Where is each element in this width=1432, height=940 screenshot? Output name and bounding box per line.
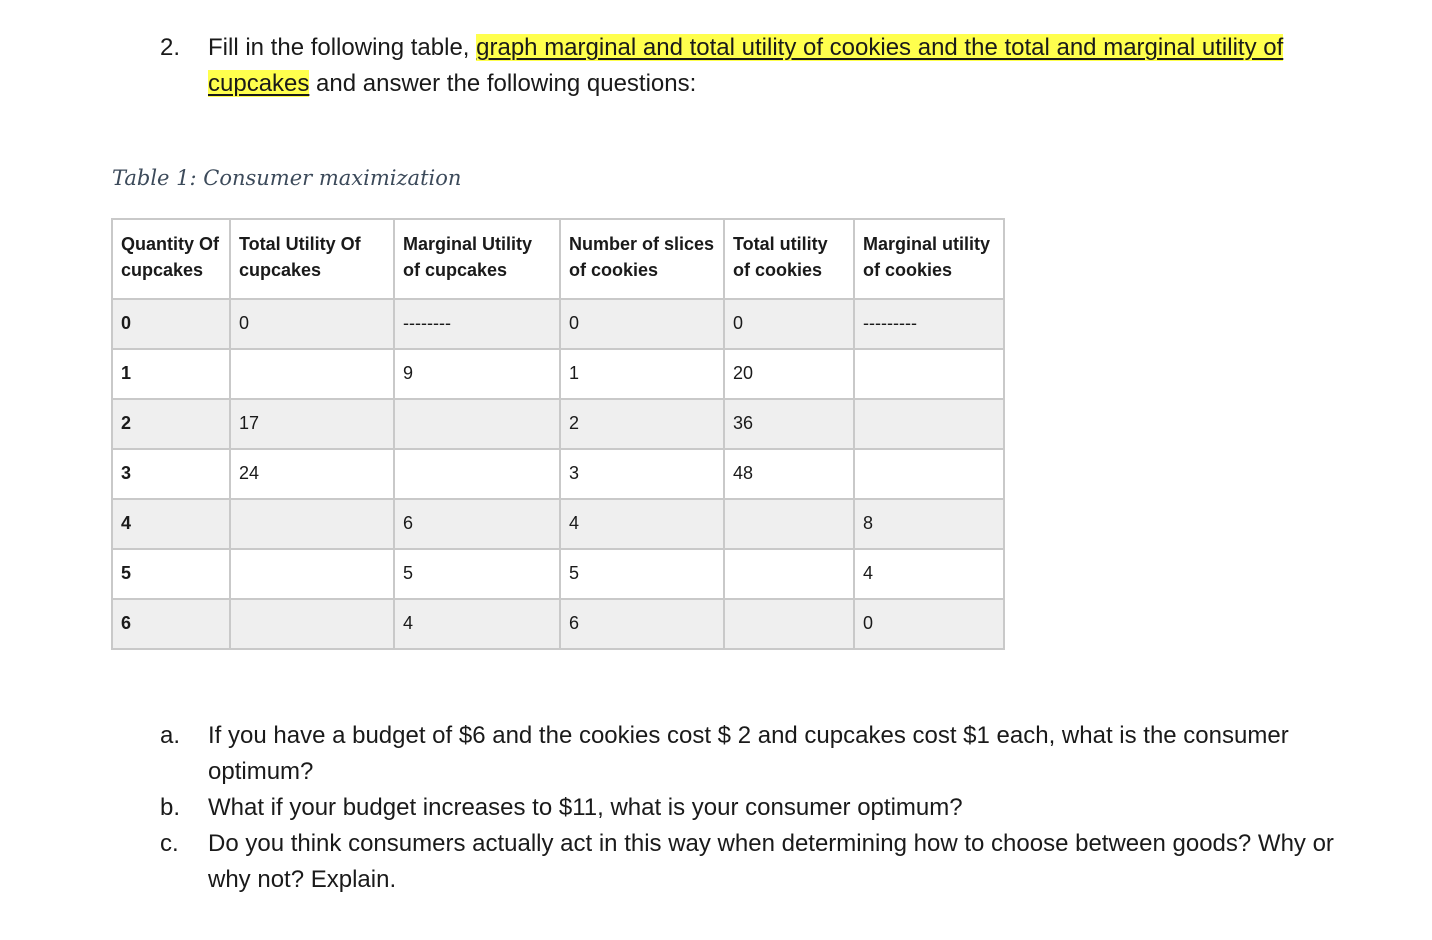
cell-total-utility-cupcakes	[230, 599, 394, 649]
header-quantity-cupcakes: Quantity Of cupcakes	[112, 219, 230, 299]
cell-marginal-utility-cookies	[854, 349, 1004, 399]
cell-marginal-utility-cookies: 0	[854, 599, 1004, 649]
cell-total-utility-cookies: 0	[724, 299, 854, 349]
highlighted-instruction: graph marginal and total utility of cookies and the total and marginal utility of cupcakes	[208, 34, 1284, 97]
cell-marginal-utility-cookies: 8	[854, 499, 1004, 549]
subquestion-b	[160, 790, 1360, 826]
table-header-row	[112, 219, 1004, 299]
cell-quantity-cupcakes: 1	[112, 349, 230, 399]
cell-marginal-utility-cookies	[854, 399, 1004, 449]
cell-marginal-utility-cupcakes	[394, 449, 560, 499]
cell-slices-cookies: 6	[560, 599, 724, 649]
header-marginal-utility-cupcakes: Marginal Utility of cupcakes	[394, 219, 560, 299]
cell-marginal-utility-cupcakes: 4	[394, 599, 560, 649]
cell-marginal-utility-cupcakes: 9	[394, 349, 560, 399]
cell-marginal-utility-cookies: ---------	[854, 299, 1004, 349]
cell-total-utility-cookies	[724, 599, 854, 649]
cell-total-utility-cookies: 36	[724, 399, 854, 449]
subquestion-text: Do you think consumers actually act in this way when determining how to choose between goods? Why or why not? Explain.	[208, 830, 1334, 893]
question-outro: and answer the following questions:	[309, 70, 697, 97]
cell-marginal-utility-cupcakes: 5	[394, 549, 560, 599]
subquestion-letter: a.	[160, 722, 181, 749]
question-2	[160, 30, 1360, 102]
cell-marginal-utility-cupcakes: --------	[394, 299, 560, 349]
subquestion-list	[160, 718, 1360, 898]
cell-slices-cookies: 2	[560, 399, 724, 449]
cell-slices-cookies: 4	[560, 499, 724, 549]
table-row	[112, 399, 1004, 449]
table-row	[112, 599, 1004, 649]
header-slices-cookies: Number of slices of cookies	[560, 219, 724, 299]
cell-total-utility-cupcakes: 24	[230, 449, 394, 499]
cell-quantity-cupcakes: 3	[112, 449, 230, 499]
cell-quantity-cupcakes: 2	[112, 399, 230, 449]
table-row	[112, 349, 1004, 399]
cell-slices-cookies: 3	[560, 449, 724, 499]
cell-slices-cookies: 1	[560, 349, 724, 399]
table-row	[112, 299, 1004, 349]
subquestion-a	[160, 718, 1360, 790]
cell-slices-cookies: 5	[560, 549, 724, 599]
cell-total-utility-cookies	[724, 499, 854, 549]
cell-total-utility-cupcakes: 17	[230, 399, 394, 449]
table-row	[112, 499, 1004, 549]
cell-quantity-cupcakes: 0	[112, 299, 230, 349]
subquestion-c	[160, 826, 1360, 898]
cell-slices-cookies: 0	[560, 299, 724, 349]
table-row	[112, 549, 1004, 599]
cell-marginal-utility-cookies: 4	[854, 549, 1004, 599]
subquestion-letter: b.	[160, 794, 181, 821]
cell-total-utility-cookies	[724, 549, 854, 599]
question-text	[208, 30, 1360, 102]
cell-marginal-utility-cupcakes: 6	[394, 499, 560, 549]
cell-total-utility-cupcakes: 0	[230, 299, 394, 349]
cell-total-utility-cookies: 20	[724, 349, 854, 399]
cell-quantity-cupcakes: 4	[112, 499, 230, 549]
question-intro: Fill in the following table,	[208, 34, 477, 61]
header-marginal-utility-cookies: Marginal utility of cookies	[854, 219, 1004, 299]
cell-quantity-cupcakes: 6	[112, 599, 230, 649]
header-total-utility-cupcakes: Total Utility Of cupcakes	[230, 219, 394, 299]
cell-total-utility-cupcakes	[230, 499, 394, 549]
subquestion-text: What if your budget increases to $11, what is your consumer optimum?	[208, 794, 963, 821]
utility-table	[111, 218, 1005, 650]
question-number: 2.	[160, 34, 181, 61]
cell-total-utility-cupcakes	[230, 349, 394, 399]
table-row	[112, 449, 1004, 499]
cell-marginal-utility-cupcakes	[394, 399, 560, 449]
cell-total-utility-cookies: 48	[724, 449, 854, 499]
cell-total-utility-cupcakes	[230, 549, 394, 599]
header-total-utility-cookies: Total utility of cookies	[724, 219, 854, 299]
cell-marginal-utility-cookies	[854, 449, 1004, 499]
subquestion-text: If you have a budget of $6 and the cookies cost $ 2 and cupcakes cost $1 each, what is the consumer optimum?	[208, 722, 1289, 785]
table-caption: Table 1: Consumer maximization	[112, 166, 462, 190]
subquestion-letter: c.	[160, 830, 179, 857]
cell-quantity-cupcakes: 5	[112, 549, 230, 599]
